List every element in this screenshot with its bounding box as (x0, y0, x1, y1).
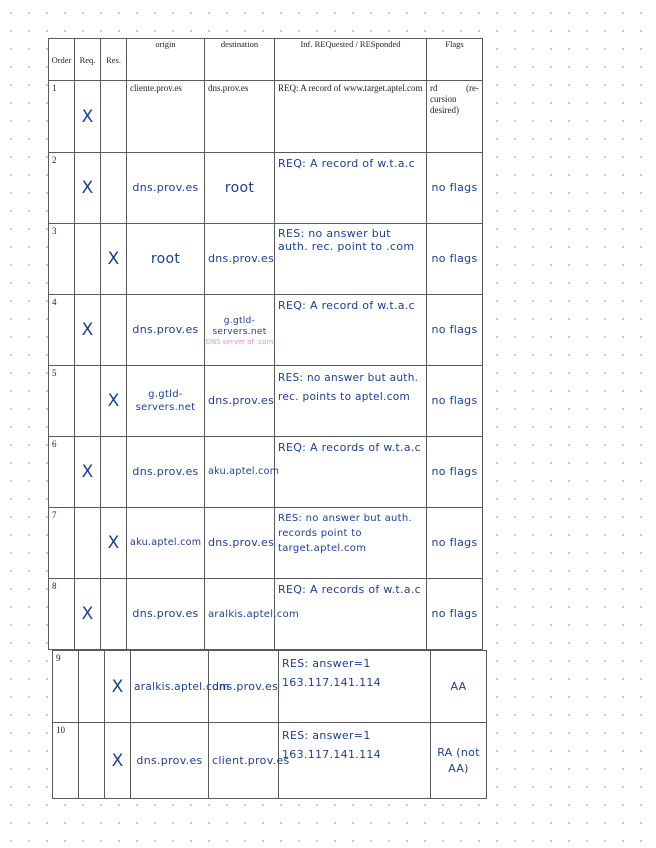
order-number: 9 (56, 653, 61, 663)
order-number: 6 (52, 439, 57, 449)
destination-cell: root (224, 180, 255, 196)
inf-cell: RES: no answer but auth. records point to target.aptel.com (278, 513, 412, 554)
header-destination: destination (205, 39, 275, 81)
destination-cell: client.prov.es (212, 753, 290, 767)
origin-cell: dns.prov.es (132, 607, 199, 620)
inf-cell: RES: answer=1 163.117.141.114 (282, 729, 381, 761)
header-origin: origin (127, 39, 205, 81)
order-number: 1 (52, 83, 57, 93)
flags-cell: no flags (431, 536, 478, 549)
res-mark: X (107, 391, 120, 411)
origin-cell: aku.aptel.com (130, 537, 202, 548)
order-number: 5 (52, 368, 57, 378)
inf-cell: REQ: A records of w.t.a.c (278, 583, 422, 596)
inf-cell: RES: answer=1 163.117.141.114 (282, 657, 381, 689)
dns-trace-continuation (52, 650, 486, 800)
inf-cell: REQ: A record of w.t.a.c (278, 157, 415, 170)
destination-cell: aku.aptel.com (208, 466, 280, 477)
origin-cell: dns.prov.es (136, 753, 203, 767)
table-row (53, 723, 487, 799)
order-number: 8 (52, 581, 57, 591)
req-mark: X (81, 604, 94, 624)
dns-trace-sheet (48, 38, 482, 650)
origin-cell: g.gtld-servers.net (135, 389, 196, 413)
origin-cell: aralkis.aptel.com (134, 680, 230, 693)
flags-cell: RA (not AA) (437, 745, 480, 775)
res-mark: X (111, 676, 124, 697)
origin-cell: dns.prov.es (132, 323, 199, 336)
table-row (49, 508, 483, 579)
origin-cell: dns.prov.es (132, 465, 199, 478)
header-req: Req. (75, 39, 101, 81)
flags-cell: no flags (431, 252, 478, 265)
destination-cell: dns.prov.es (208, 83, 249, 93)
table-row (49, 437, 483, 508)
table-row (49, 153, 483, 224)
origin-cell: dns.prov.es (132, 181, 199, 194)
flags-cell: no flags (431, 323, 478, 336)
req-mark: X (81, 462, 94, 482)
order-number: 7 (52, 510, 57, 520)
table-row (49, 579, 483, 650)
destination-cell: dns.prov.es (212, 679, 279, 693)
flags-cell: no flags (431, 607, 478, 620)
table-row (49, 81, 483, 153)
flags-cell: no flags (431, 181, 478, 194)
res-mark: X (107, 249, 120, 269)
flags-cell: no flags (431, 394, 478, 407)
table-row (49, 366, 483, 437)
res-mark: X (107, 533, 120, 553)
destination-cell: g.gtld-servers.net (212, 316, 267, 337)
inf-cell: REQ: A record of w.t.a.c (278, 299, 415, 312)
header-row (49, 39, 483, 81)
table-row (49, 224, 483, 295)
table-row (53, 651, 487, 723)
order-number: 10 (56, 725, 65, 735)
inf-cell: RES: no answer but auth. rec. point to .com (278, 227, 415, 253)
req-mark: X (81, 106, 94, 127)
res-mark: X (111, 750, 124, 771)
header-inf: Inf. REQuested / RESponded (275, 39, 427, 81)
destination-cell: dns.prov.es (208, 394, 275, 407)
header-order: Order (49, 39, 75, 81)
destination-cell: aralkis.aptel.com (208, 608, 300, 620)
dns-trace-table (48, 38, 483, 650)
req-mark: X (81, 320, 94, 340)
destination-cell: dns.prov.es (208, 536, 275, 549)
order-number: 4 (52, 297, 57, 307)
req-mark: X (81, 178, 94, 198)
origin-cell: root (150, 251, 181, 267)
inf-cell: RES: no answer but auth. rec. points to aptel.com (278, 372, 419, 403)
inf-cell: REQ: A records of w.t.a.c (278, 441, 422, 454)
destination-cell: dns.prov.es (208, 252, 275, 265)
table-row (49, 295, 483, 366)
destination-note: DNS server of .com (205, 338, 274, 346)
flags-cell: AA (450, 679, 467, 693)
order-number: 2 (52, 155, 57, 165)
inf-cell: REQ: A record of www.target.aptel.com (278, 83, 423, 93)
header-flags: Flags (427, 39, 483, 81)
flags-cell: rd (re-cursion desired) (430, 83, 479, 115)
header-res: Res. (101, 39, 127, 81)
flags-cell: no flags (431, 465, 478, 478)
origin-cell: cliente.prov.es (130, 83, 182, 93)
dns-trace-table-continued (52, 650, 487, 799)
order-number: 3 (52, 226, 57, 236)
